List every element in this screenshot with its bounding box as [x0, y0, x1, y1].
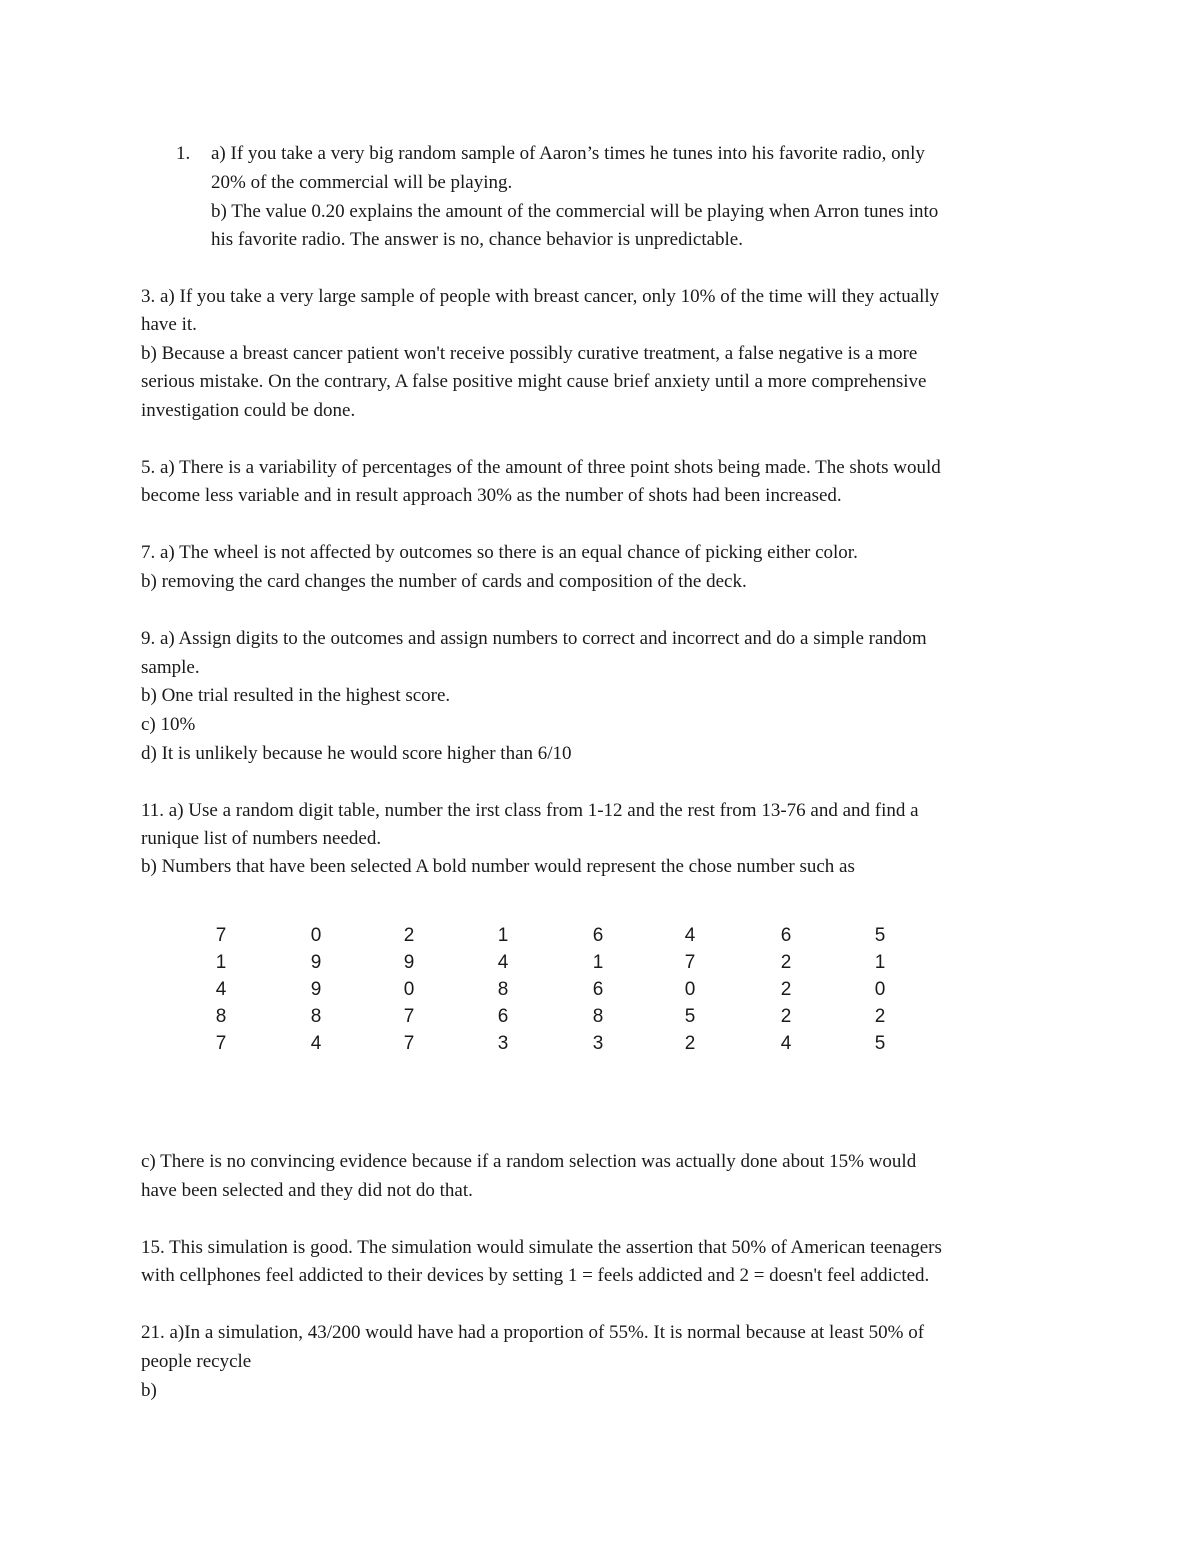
- digit-cell: 4: [310, 1033, 322, 1054]
- digit-cell: 5: [684, 1006, 696, 1027]
- q21-line-1: 21. a)In a simulation, 43/200 would have had a proportion of 55%. It is normal because at least 50% of: [141, 1322, 925, 1343]
- q3-line-2: have it.: [141, 314, 197, 335]
- digit-cell: 7: [403, 1006, 415, 1027]
- q9-line-3: b) One trial resulted in the highest score.: [141, 685, 451, 706]
- digit-cell: 8: [310, 1006, 322, 1027]
- q1-line-3: b) The value 0.20 explains the amount of the commercial will be playing when Arron tunes into: [211, 201, 939, 222]
- q11-line-3: b) Numbers that have been selected A bold number would represent the chose number such as: [141, 856, 855, 877]
- digit-cell: 2: [684, 1033, 696, 1054]
- q1-line-4: his favorite radio. The answer is no, chance behavior is unpredictable.: [211, 229, 743, 250]
- q9-line-4: c) 10%: [141, 714, 196, 735]
- digit-cell: 8: [497, 979, 509, 1000]
- q3-line-3: b) Because a breast cancer patient won't receive possibly curative treatment, a false negative is a more: [141, 343, 918, 364]
- digit-cell: 8: [592, 1006, 604, 1027]
- q7-line-1: 7. a) The wheel is not affected by outcomes so there is an equal chance of picking either color.: [141, 542, 858, 563]
- digit-cell: 3: [497, 1033, 509, 1054]
- digit-cell: 1: [874, 952, 886, 973]
- digit-cell: 2: [874, 1006, 886, 1027]
- digit-cell: 9: [403, 952, 415, 973]
- q1-line-2: 20% of the commercial will be playing.: [211, 172, 513, 193]
- q21-line-3: b): [141, 1380, 157, 1401]
- q11-c-line-1: c) There is no convincing evidence because if a random selection was actually done about 15% would: [141, 1151, 917, 1172]
- digit-cell: 0: [684, 979, 696, 1000]
- q5-line-2: become less variable and in result approach 30% as the number of shots had been increased.: [141, 485, 842, 506]
- q9-line-2: sample.: [141, 657, 200, 678]
- digit-cell: 8: [215, 1006, 227, 1027]
- digit-cell: 7: [403, 1033, 415, 1054]
- digit-cell: 4: [684, 925, 696, 946]
- q11-line-1: 11. a) Use a random digit table, number the irst class from 1-12 and the rest from 13-76 and and find a: [141, 800, 919, 821]
- digit-cell: 2: [780, 1006, 792, 1027]
- digit-cell: 1: [497, 925, 509, 946]
- q9-line-5: d) It is unlikely because he would score higher than 6/10: [141, 743, 572, 764]
- digit-cell: 0: [874, 979, 886, 1000]
- digit-cell: 6: [592, 925, 604, 946]
- digit-cell: 1: [215, 952, 227, 973]
- digit-cell: 2: [780, 979, 792, 1000]
- digit-cell: 6: [592, 979, 604, 1000]
- q9-line-1: 9. a) Assign digits to the outcomes and assign numbers to correct and incorrect and do a simple random: [141, 628, 927, 649]
- q15-line-2: with cellphones feel addicted to their devices by setting 1 = feels addicted and 2 = doesn't feel addicted.: [141, 1265, 930, 1286]
- q11-c-line-2: have been selected and they did not do that.: [141, 1180, 473, 1201]
- q11-line-2: runique list of numbers needed.: [141, 828, 382, 849]
- q5-line-1: 5. a) There is a variability of percentages of the amount of three point shots being made. The shots would: [141, 457, 941, 478]
- q3-line-4: serious mistake. On the contrary, A false positive might cause brief anxiety until a more comprehensive: [141, 371, 927, 392]
- digit-cell: 7: [215, 925, 227, 946]
- digit-cell: 7: [215, 1033, 227, 1054]
- digit-cell: 5: [874, 1033, 886, 1054]
- digit-cell: 4: [780, 1033, 792, 1054]
- digit-cell: 2: [780, 952, 792, 973]
- digit-cell: 0: [403, 979, 415, 1000]
- digit-cell: 3: [592, 1033, 604, 1054]
- digit-cell: 5: [874, 925, 886, 946]
- q7-line-2: b) removing the card changes the number of cards and composition of the deck.: [141, 571, 747, 592]
- digit-cell: 1: [592, 952, 604, 973]
- q3-line-1: 3. a) If you take a very large sample of people with breast cancer, only 10% of the time will they actually: [141, 286, 940, 307]
- q1-number: 1.: [176, 143, 191, 164]
- q21-line-2: people recycle: [141, 1351, 252, 1372]
- digit-cell: 7: [684, 952, 696, 973]
- q3-line-5: investigation could be done.: [141, 400, 356, 421]
- q15-line-1: 15. This simulation is good. The simulation would simulate the assertion that 50% of American teenagers: [141, 1237, 942, 1258]
- digit-cell: 9: [310, 979, 322, 1000]
- q1-line-1: a) If you take a very big random sample of Aaron’s times he tunes into his favorite radio, only: [211, 143, 925, 164]
- digit-cell: 6: [780, 925, 792, 946]
- random-digit-table: [0, 918, 1200, 1063]
- digit-cell: 4: [215, 979, 227, 1000]
- digit-cell: 0: [310, 925, 322, 946]
- digit-cell: 4: [497, 952, 509, 973]
- digit-cell: 6: [497, 1006, 509, 1027]
- digit-cell: 9: [310, 952, 322, 973]
- digit-cell: 2: [403, 925, 415, 946]
